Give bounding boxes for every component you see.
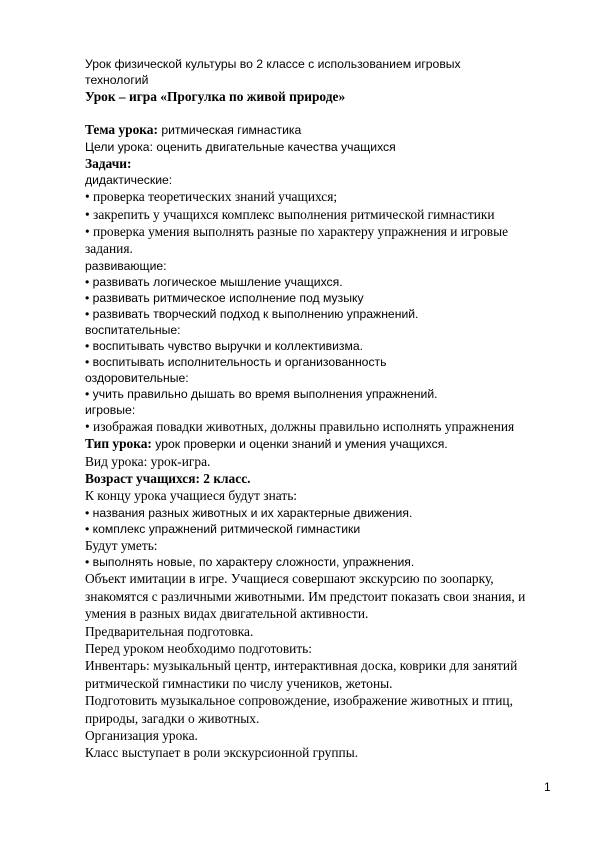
developing-label: развивающие: (85, 258, 167, 273)
tasks-heading: Задачи: (85, 155, 132, 171)
list-item: • выполнять новые, по характеру сложности, упражнения. (85, 555, 415, 570)
lesson-topic (85, 121, 545, 138)
header-line-2: технологий (85, 73, 149, 87)
list-item: • названия разных животных и их характерные движения. (85, 505, 413, 520)
list-item: • учить правильно дышать во время выполнения упражнений. (85, 386, 438, 401)
know-label: К концу урока учащиеся будут знать: (85, 488, 298, 504)
lesson-type (85, 435, 545, 452)
list-item: • воспитывать чувство выручки и коллективизма. (85, 338, 364, 353)
list-item: • развивать логическое мышление учащихся. (85, 274, 343, 289)
imitation-object: Объект имитации в игре. Учащиеся совершают экскурсию по зоопарку, знакомятся с различными животными. Им предстоит показать свои знания, и умения в разных видах двигательной активности. (85, 571, 526, 622)
educational-label: воспитательные: (85, 322, 181, 337)
list-item: • изображая повадки животных, должны правильно исполнять упражнения (85, 418, 515, 434)
lesson-goal: Цели урока: оценить двигательные качества учащихся (85, 139, 396, 154)
prepare-materials: Подготовить музыкальное сопровождение, изображение животных и птиц, природы, загадки о животных. (85, 693, 513, 726)
student-age: Возраст учащихся: 2 класс. (85, 471, 251, 487)
game-label: игровые: (85, 402, 136, 417)
inventory: Инвентарь: музыкальный центр, интерактивная доска, коврики для занятий ритмической гимнастики по числу учеников, жетоны. (85, 658, 518, 691)
list-item: • развивать ритмическое исполнение под музыку (85, 290, 364, 305)
before-lesson: Перед уроком необходимо подготовить: (85, 640, 313, 656)
page-number: 1 (544, 780, 551, 794)
health-label: оздоровительные: (85, 370, 189, 385)
list-item: • закрепить у учащихся комплекс выполнения ритмической гимнастики (85, 206, 495, 222)
lesson-type-value: урок проверки и оценки знаний и умения учащихся. (151, 437, 448, 452)
preliminary-preparation: Предварительная подготовка. (85, 623, 254, 639)
spacer (85, 105, 545, 121)
class-role: Класс выступает в роли экскурсионной группы. (85, 745, 359, 761)
lesson-organization: Организация урока. (85, 727, 198, 743)
lesson-title: Урок – игра «Прогулка по живой природе» (85, 89, 346, 104)
didactic-label: дидактические: (85, 173, 173, 188)
list-item: • комплекс упражнений ритмической гимнастики (85, 521, 361, 536)
header-line-1: Урок физической культуры во 2 классе с использованием игровых (85, 57, 461, 71)
document-page (85, 56, 545, 762)
can-label: Будут уметь: (85, 537, 158, 553)
lesson-type-label: Тип урока: (85, 436, 152, 452)
list-item: • проверка теоретических знаний учащихся; (85, 189, 338, 205)
lesson-kind: Вид урока: урок-игра. (85, 453, 211, 469)
list-item: • развивать творческий подход к выполнению упражнений. (85, 306, 419, 321)
topic-value: ритмическая гимнастика (157, 123, 302, 138)
list-item: • проверка умения выполнять разные по характеру упражнения и игровые задания. (85, 224, 509, 257)
topic-label: Тема урока: (85, 122, 158, 138)
list-item: • воспитывать исполнительность и организованность (85, 354, 387, 369)
